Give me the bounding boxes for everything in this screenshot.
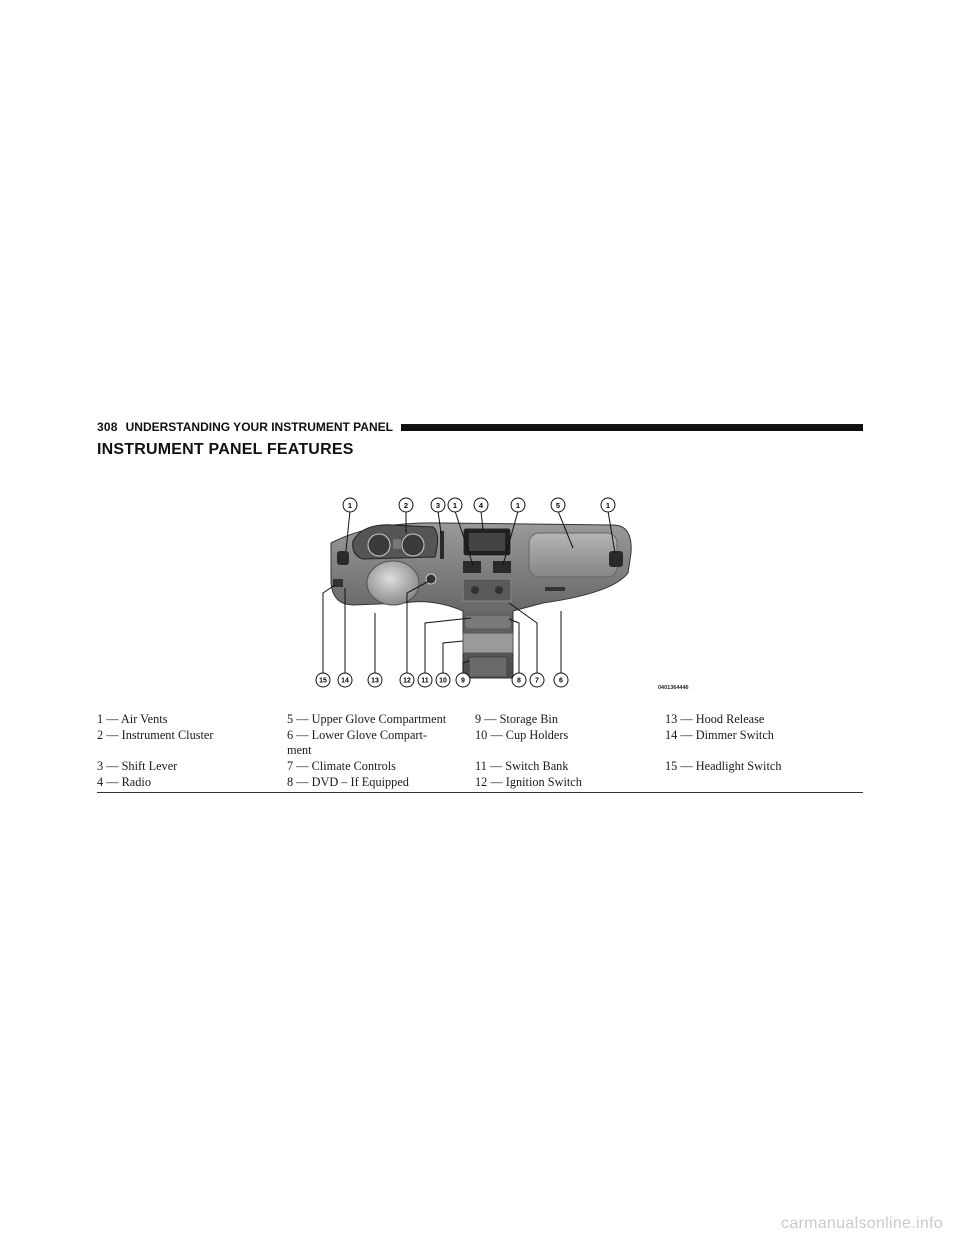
legend-item: 11 — Switch Bank	[475, 759, 569, 773]
svg-text:5: 5	[555, 501, 561, 510]
callout-3-top	[431, 498, 445, 512]
page-number: 308	[97, 420, 118, 434]
legend-item: 10 — Cup Holders	[475, 728, 569, 742]
callout-4-top	[474, 498, 488, 512]
legend-item: 8 — DVD – If Equipped	[287, 775, 409, 789]
svg-text:10: 10	[439, 677, 447, 685]
callout-6	[554, 673, 568, 687]
legend-item: 1 — Air Vents	[97, 712, 168, 726]
callout-11	[418, 673, 432, 687]
callout-5-top	[551, 498, 565, 512]
callout-2-top	[399, 498, 413, 512]
callout-1-top-a	[343, 498, 357, 512]
instrument-panel-figure	[313, 493, 703, 698]
svg-text:12: 12	[403, 677, 411, 685]
callout-14	[338, 673, 352, 687]
callout-15	[316, 673, 330, 687]
callout-1-top-d	[601, 498, 615, 512]
svg-text:4: 4	[478, 501, 484, 510]
svg-text:1: 1	[452, 501, 458, 510]
callout-12	[400, 673, 414, 687]
callout-9	[456, 673, 470, 687]
callout-10	[436, 673, 450, 687]
svg-text:1: 1	[515, 501, 521, 510]
callout-1-top-c	[511, 498, 525, 512]
legend	[97, 712, 863, 791]
page-header	[97, 418, 863, 436]
legend-item: 4 — Radio	[97, 775, 151, 789]
legend-item: 14 — Dimmer Switch	[665, 728, 774, 742]
legend-item: 12 — Ignition Switch	[475, 775, 582, 789]
svg-text:13: 13	[371, 677, 379, 685]
callout-1-top-b	[448, 498, 462, 512]
svg-text:1: 1	[605, 501, 611, 510]
callout-13	[368, 673, 382, 687]
legend-item: 7 — Climate Controls	[287, 759, 396, 773]
svg-text:15: 15	[319, 677, 327, 685]
legend-item: 6 — Lower Glove Compart- ment	[287, 728, 428, 757]
legend-item: 13 — Hood Release	[665, 712, 765, 726]
legend-item: 9 — Storage Bin	[475, 712, 558, 726]
legend-item: 2 — Instrument Cluster	[97, 728, 214, 742]
watermark: carmanualsonline.info	[781, 1215, 943, 1232]
legend-item: 3 — Shift Lever	[97, 759, 178, 773]
svg-text:7: 7	[535, 677, 539, 685]
svg-text:8: 8	[517, 677, 521, 685]
legend-item	[665, 775, 863, 791]
legend-item: 5 — Upper Glove Compartment	[287, 712, 447, 726]
svg-text:3: 3	[435, 501, 441, 510]
bottom-rule	[97, 792, 863, 793]
figure-code: 0401364446	[658, 685, 689, 691]
section-title: INSTRUMENT PANEL FEATURES	[97, 441, 354, 458]
legend-item: 15 — Headlight Switch	[665, 759, 782, 773]
svg-text:9: 9	[461, 677, 465, 685]
svg-text:11: 11	[421, 677, 429, 685]
svg-text:2: 2	[403, 501, 409, 510]
instrument-panel-illustration	[313, 493, 703, 698]
svg-text:1: 1	[347, 501, 353, 510]
svg-text:6: 6	[559, 677, 563, 685]
header-rule	[401, 424, 863, 431]
callout-8	[512, 673, 526, 687]
svg-text:14: 14	[341, 677, 349, 685]
callout-7	[530, 673, 544, 687]
running-head: UNDERSTANDING YOUR INSTRUMENT PANEL	[125, 420, 393, 434]
